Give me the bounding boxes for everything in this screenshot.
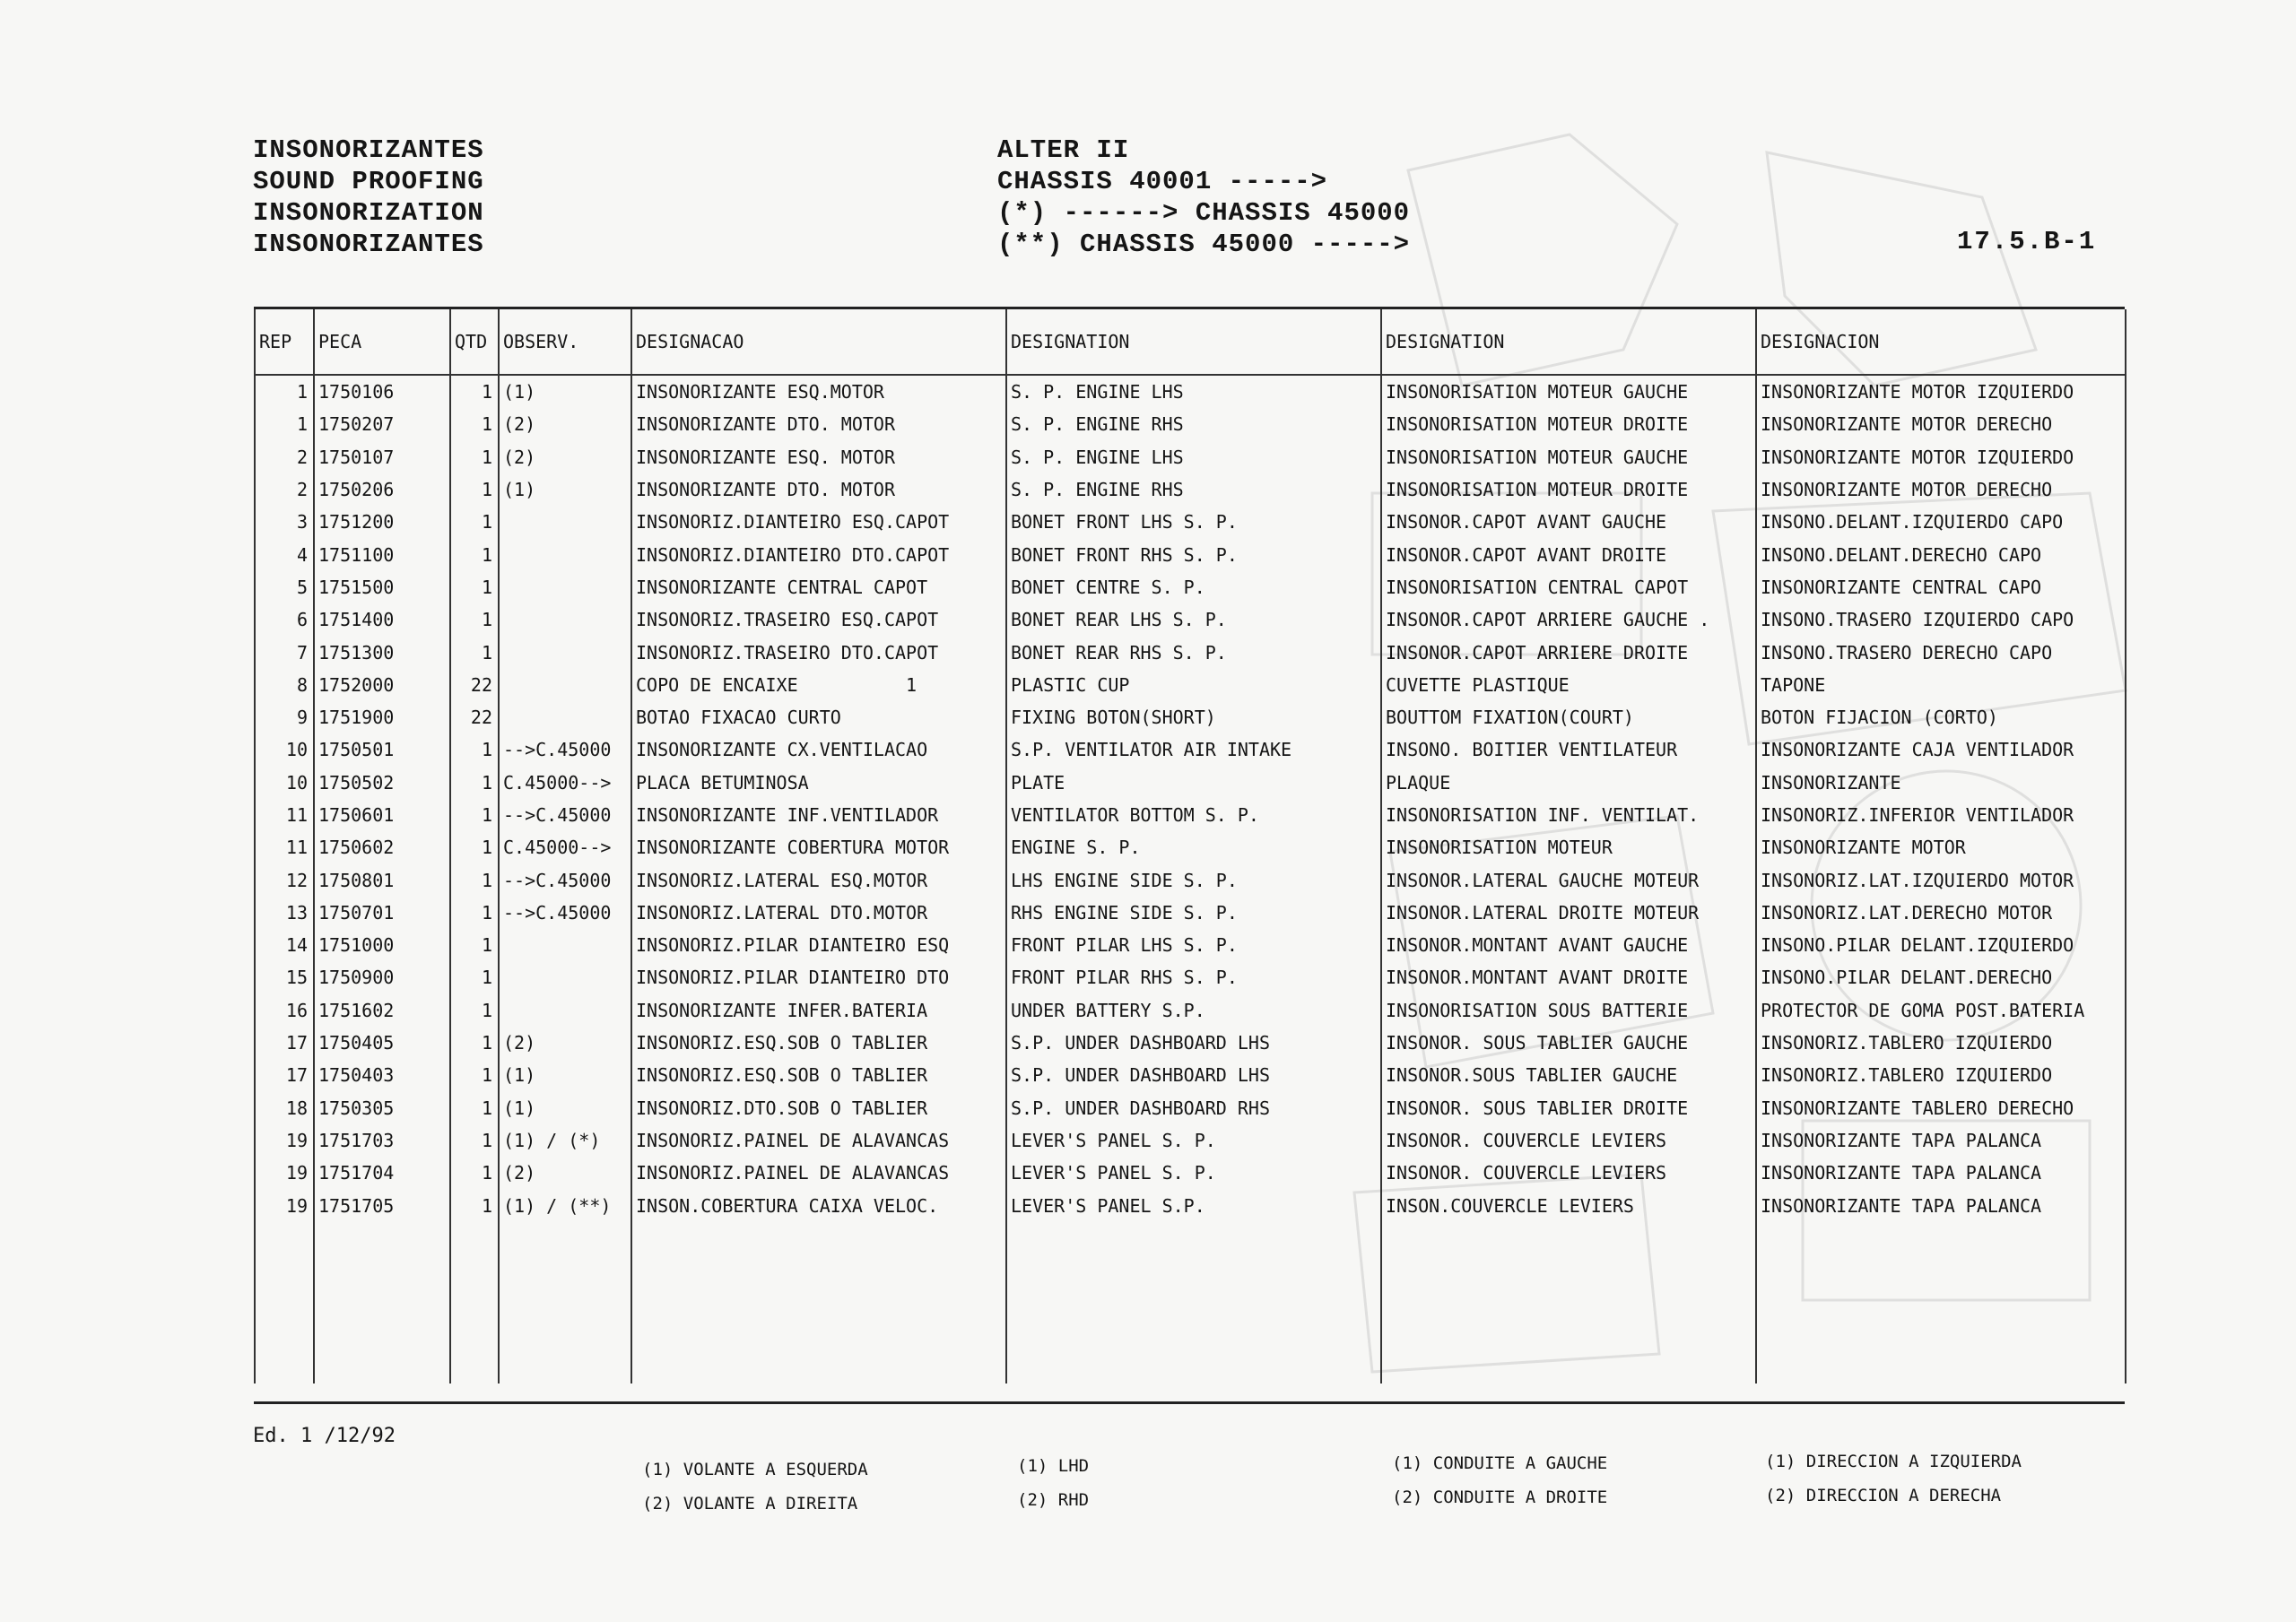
cell-part-number: 1752000: [314, 669, 450, 701]
cell-quantity: 1: [450, 1027, 499, 1059]
cell-rep: 10: [255, 733, 314, 766]
cell-designation-en: BONET REAR RHS S. P.: [1006, 636, 1381, 668]
cell-designation-en: S. P. ENGINE LHS: [1006, 441, 1381, 473]
cell-rep: 5: [255, 571, 314, 603]
col-header-quantity: QTD: [450, 309, 499, 375]
cell-designation-fr: INSONORISATION MOTEUR DROITE: [1381, 408, 1756, 440]
table-row: [255, 733, 2126, 766]
table-row: [255, 408, 2126, 440]
cell-part-number: 1750602: [314, 831, 450, 863]
cell-quantity: 1: [450, 1092, 499, 1124]
cell-part-number: 1750601: [314, 799, 450, 831]
cell-observations: (1): [499, 1092, 631, 1124]
cell-designation-pt: INSONORIZ.TRASEIRO DTO.CAPOT: [631, 636, 1006, 668]
cell-rep: 19: [255, 1189, 314, 1221]
cell-designation-en: LHS ENGINE SIDE S. P.: [1006, 863, 1381, 896]
col-header-designation-fr: DESIGNATION: [1381, 309, 1756, 375]
title-french: INSONORIZATION: [253, 198, 484, 228]
table-row: [255, 506, 2126, 538]
table-row: [255, 994, 2126, 1027]
cell-part-number: 1750207: [314, 408, 450, 440]
cell-observations: [499, 961, 631, 993]
cell-part-number: 1751602: [314, 994, 450, 1027]
cell-quantity: 22: [450, 669, 499, 701]
cell-designation-es: INSONORIZ.LAT.IZQUIERDO MOTOR: [1756, 863, 2126, 896]
cell-part-number: 1750501: [314, 733, 450, 766]
cell-observations: (1) / (*): [499, 1124, 631, 1157]
title-portuguese: INSONORIZANTES: [253, 135, 484, 165]
cell-designation-es: BOTON FIJACION (CORTO): [1756, 701, 2126, 733]
cell-designation-es: INSONORIZANTE CENTRAL CAPO: [1756, 571, 2126, 603]
cell-designation-es: INSONO.PILAR DELANT.DERECHO: [1756, 961, 2126, 993]
cell-designation-en: S.P. UNDER DASHBOARD RHS: [1006, 1092, 1381, 1124]
cell-designation-en: FRONT PILAR RHS S. P.: [1006, 961, 1381, 993]
chassis-range-3: (**) CHASSIS 45000 ----->: [997, 230, 1411, 259]
cell-designation-fr: INSONORISATION MOTEUR DROITE: [1381, 473, 1756, 506]
model-name: ALTER II: [997, 135, 1130, 165]
footnote-1: (1) LHD: [1017, 1456, 1090, 1476]
cell-designation-fr: INSONOR.CAPOT ARRIERE GAUCHE .: [1381, 603, 1756, 636]
table-row: [255, 799, 2126, 831]
cell-observations: [499, 669, 631, 701]
cell-designation-pt: INSONORIZANTE ESQ. MOTOR: [631, 441, 1006, 473]
cell-observations: [499, 994, 631, 1027]
cell-designation-fr: INSONOR.CAPOT AVANT GAUCHE: [1381, 506, 1756, 538]
cell-rep: 2: [255, 441, 314, 473]
cell-designation-fr: INSONOR. COUVERCLE LEVIERS: [1381, 1157, 1756, 1189]
cell-quantity: 1: [450, 375, 499, 408]
cell-designation-fr: INSONOR.SOUS TABLIER GAUCHE: [1381, 1059, 1756, 1091]
cell-part-number: 1751200: [314, 506, 450, 538]
table-row: [255, 636, 2126, 668]
cell-quantity: 1: [450, 603, 499, 636]
cell-designation-pt: INSONORIZANTE CX.VENTILACAO: [631, 733, 1006, 766]
cell-rep: 10: [255, 767, 314, 799]
cell-quantity: 1: [450, 929, 499, 961]
col-header-rep: REP: [255, 309, 314, 375]
cell-designation-pt: INSONORIZANTE INFER.BATERIA: [631, 994, 1006, 1027]
cell-designation-fr: INSONORISATION MOTEUR: [1381, 831, 1756, 863]
table-row: [255, 571, 2126, 603]
cell-designation-pt: INSONORIZ.PILAR DIANTEIRO DTO: [631, 961, 1006, 993]
cell-designation-es: INSONORIZANTE TAPA PALANCA: [1756, 1157, 2126, 1189]
col-header-observations: OBSERV.: [499, 309, 631, 375]
cell-designation-en: S. P. ENGINE RHS: [1006, 473, 1381, 506]
cell-rep: 11: [255, 831, 314, 863]
cell-designation-en: PLATE: [1006, 767, 1381, 799]
cell-observations: -->C.45000: [499, 863, 631, 896]
table-row: [255, 1124, 2126, 1157]
col-header-part-number: PECA: [314, 309, 450, 375]
cell-part-number: 1751705: [314, 1189, 450, 1221]
cell-observations: -->C.45000: [499, 733, 631, 766]
cell-quantity: 1: [450, 961, 499, 993]
cell-designation-pt: INSONORIZANTE INF.VENTILADOR: [631, 799, 1006, 831]
cell-quantity: 1: [450, 571, 499, 603]
cell-rep: 15: [255, 961, 314, 993]
cell-quantity: 1: [450, 473, 499, 506]
cell-rep: 1: [255, 408, 314, 440]
cell-part-number: 1750801: [314, 863, 450, 896]
table-row: [255, 375, 2126, 408]
cell-designation-fr: INSONORISATION CENTRAL CAPOT: [1381, 571, 1756, 603]
cell-designation-fr: INSONOR.CAPOT ARRIERE DROITE: [1381, 636, 1756, 668]
cell-part-number: 1751500: [314, 571, 450, 603]
table-row: [255, 701, 2126, 733]
cell-designation-en: S.P. VENTILATOR AIR INTAKE: [1006, 733, 1381, 766]
cell-designation-fr: INSONOR.LATERAL GAUCHE MOTEUR: [1381, 863, 1756, 896]
empty-cell: [499, 1222, 631, 1383]
footnotes-french: [1392, 1446, 1607, 1514]
empty-cell: [450, 1222, 499, 1383]
table-row: [255, 1059, 2126, 1091]
cell-designation-pt: INSONORIZ.DTO.SOB O TABLIER: [631, 1092, 1006, 1124]
empty-cell: [255, 1222, 314, 1383]
cell-quantity: 1: [450, 767, 499, 799]
parts-table-frame: [254, 307, 2125, 1404]
col-header-designation-es: DESIGNACION: [1756, 309, 2126, 375]
cell-designation-pt: INSONORIZANTE ESQ.MOTOR: [631, 375, 1006, 408]
cell-designation-fr: INSONORISATION MOTEUR GAUCHE: [1381, 441, 1756, 473]
cell-part-number: 1750106: [314, 375, 450, 408]
table-header-row: [255, 309, 2126, 375]
cell-designation-es: INSONORIZ.TABLERO IZQUIERDO: [1756, 1027, 2126, 1059]
table-row: [255, 603, 2126, 636]
cell-designation-es: INSONO.TRASERO IZQUIERDO CAPO: [1756, 603, 2126, 636]
cell-designation-es: PROTECTOR DE GOMA POST.BATERIA: [1756, 994, 2126, 1027]
cell-observations: C.45000-->: [499, 767, 631, 799]
cell-designation-pt: INSONORIZANTE DTO. MOTOR: [631, 473, 1006, 506]
table-row: [255, 1189, 2126, 1221]
cell-observations: (2): [499, 441, 631, 473]
cell-rep: 14: [255, 929, 314, 961]
cell-designation-es: INSONO.TRASERO DERECHO CAPO: [1756, 636, 2126, 668]
cell-observations: [499, 929, 631, 961]
cell-designation-es: INSONORIZ.INFERIOR VENTILADOR: [1756, 799, 2126, 831]
cell-quantity: 1: [450, 441, 499, 473]
cell-rep: 11: [255, 799, 314, 831]
cell-designation-en: BONET CENTRE S. P.: [1006, 571, 1381, 603]
cell-rep: 19: [255, 1157, 314, 1189]
table-row: [255, 1027, 2126, 1059]
cell-designation-pt: INSON.COBERTURA CAIXA VELOC.: [631, 1189, 1006, 1221]
col-header-designation-pt: DESIGNACAO: [631, 309, 1006, 375]
cell-rep: 4: [255, 538, 314, 570]
cell-designation-fr: BOUTTOM FIXATION(COURT): [1381, 701, 1756, 733]
cell-quantity: 1: [450, 1059, 499, 1091]
footnote-2: (2) CONDUITE A DROITE: [1392, 1488, 1608, 1507]
parts-table: [254, 309, 2126, 1383]
cell-designation-fr: CUVETTE PLASTIQUE: [1381, 669, 1756, 701]
title-english: SOUND PROOFING: [253, 167, 484, 196]
cell-designation-en: S.P. UNDER DASHBOARD LHS: [1006, 1059, 1381, 1091]
cell-designation-en: PLASTIC CUP: [1006, 669, 1381, 701]
cell-designation-en: BONET FRONT RHS S. P.: [1006, 538, 1381, 570]
cell-quantity: 1: [450, 733, 499, 766]
cell-designation-pt: INSONORIZ.PILAR DIANTEIRO ESQ: [631, 929, 1006, 961]
cell-observations: [499, 636, 631, 668]
table-row: [255, 897, 2126, 929]
cell-part-number: 1751704: [314, 1157, 450, 1189]
empty-table-space: [255, 1222, 2126, 1383]
cell-designation-pt: INSONORIZ.TRASEIRO ESQ.CAPOT: [631, 603, 1006, 636]
cell-designation-fr: INSONORISATION MOTEUR GAUCHE: [1381, 375, 1756, 408]
cell-designation-pt: INSONORIZ.ESQ.SOB O TABLIER: [631, 1059, 1006, 1091]
cell-rep: 9: [255, 701, 314, 733]
cell-designation-pt: INSONORIZ.LATERAL DTO.MOTOR: [631, 897, 1006, 929]
cell-quantity: 1: [450, 799, 499, 831]
cell-designation-fr: PLAQUE: [1381, 767, 1756, 799]
cell-quantity: 1: [450, 897, 499, 929]
cell-designation-en: ENGINE S. P.: [1006, 831, 1381, 863]
cell-observations: -->C.45000: [499, 799, 631, 831]
cell-observations: C.45000-->: [499, 831, 631, 863]
cell-rep: 8: [255, 669, 314, 701]
cell-designation-en: FRONT PILAR LHS S. P.: [1006, 929, 1381, 961]
footnote-2: (2) VOLANTE A DIREITA: [642, 1494, 858, 1514]
table-row: [255, 863, 2126, 896]
page-reference: 17.5.B-1: [1957, 227, 2097, 256]
cell-quantity: 1: [450, 636, 499, 668]
cell-quantity: 1: [450, 863, 499, 896]
table-row: [255, 1157, 2126, 1189]
cell-observations: [499, 701, 631, 733]
cell-quantity: 1: [450, 831, 499, 863]
cell-designation-pt: INSONORIZ.PAINEL DE ALAVANCAS: [631, 1157, 1006, 1189]
cell-observations: [499, 506, 631, 538]
cell-rep: 17: [255, 1059, 314, 1091]
cell-designation-es: INSONORIZANTE TAPA PALANCA: [1756, 1189, 2126, 1221]
cell-designation-es: INSONORIZANTE MOTOR IZQUIERDO: [1756, 375, 2126, 408]
edition-date: Ed. 1 /12/92: [253, 1425, 396, 1447]
cell-part-number: 1751300: [314, 636, 450, 668]
cell-observations: [499, 603, 631, 636]
cell-quantity: 1: [450, 1157, 499, 1189]
cell-rep: 6: [255, 603, 314, 636]
cell-designation-es: INSONORIZANTE TABLERO DERECHO: [1756, 1092, 2126, 1124]
cell-quantity: 1: [450, 538, 499, 570]
footnote-1: (1) DIRECCION A IZQUIERDA: [1765, 1452, 2022, 1471]
cell-designation-es: INSONO.DELANT.DERECHO CAPO: [1756, 538, 2126, 570]
cell-designation-es: INSONORIZANTE MOTOR IZQUIERDO: [1756, 441, 2126, 473]
cell-observations: (2): [499, 1157, 631, 1189]
empty-cell: [314, 1222, 450, 1383]
cell-designation-es: INSONORIZANTE MOTOR: [1756, 831, 2126, 863]
cell-quantity: 1: [450, 994, 499, 1027]
title-spanish: INSONORIZANTES: [253, 230, 484, 259]
table-row: [255, 831, 2126, 863]
chassis-range-2: (*) ------> CHASSIS 45000: [997, 198, 1411, 228]
cell-designation-en: S.P. UNDER DASHBOARD LHS: [1006, 1027, 1381, 1059]
table-row: [255, 669, 2126, 701]
cell-quantity: 22: [450, 701, 499, 733]
cell-designation-en: LEVER'S PANEL S. P.: [1006, 1124, 1381, 1157]
cell-designation-fr: INSONOR.CAPOT AVANT DROITE: [1381, 538, 1756, 570]
footnotes-spanish: [1765, 1444, 2022, 1513]
cell-part-number: 1751703: [314, 1124, 450, 1157]
cell-designation-en: BONET REAR LHS S. P.: [1006, 603, 1381, 636]
cell-designation-pt: INSONORIZANTE DTO. MOTOR: [631, 408, 1006, 440]
cell-designation-es: INSONORIZANTE MOTOR DERECHO: [1756, 473, 2126, 506]
cell-observations: (1): [499, 375, 631, 408]
footnotes-portuguese: [642, 1453, 868, 1521]
cell-designation-es: INSONORIZANTE: [1756, 767, 2126, 799]
cell-designation-fr: INSONO. BOITIER VENTILATEUR: [1381, 733, 1756, 766]
cell-designation-fr: INSONORISATION SOUS BATTERIE: [1381, 994, 1756, 1027]
chassis-range-1: CHASSIS 40001 ----->: [997, 167, 1328, 196]
footnote-2: (2) RHD: [1017, 1490, 1090, 1510]
cell-designation-en: BONET FRONT LHS S. P.: [1006, 506, 1381, 538]
cell-quantity: 1: [450, 1124, 499, 1157]
cell-designation-es: INSONO.PILAR DELANT.IZQUIERDO: [1756, 929, 2126, 961]
cell-quantity: 1: [450, 506, 499, 538]
cell-designation-es: INSONORIZ.LAT.DERECHO MOTOR: [1756, 897, 2126, 929]
cell-observations: (1): [499, 1059, 631, 1091]
footnote-2: (2) DIRECCION A DERECHA: [1765, 1486, 2002, 1505]
table-row: [255, 538, 2126, 570]
cell-designation-pt: INSONORIZ.PAINEL DE ALAVANCAS: [631, 1124, 1006, 1157]
cell-rep: 7: [255, 636, 314, 668]
cell-part-number: 1750502: [314, 767, 450, 799]
cell-rep: 13: [255, 897, 314, 929]
cell-part-number: 1750900: [314, 961, 450, 993]
cell-part-number: 1751400: [314, 603, 450, 636]
cell-rep: 17: [255, 1027, 314, 1059]
cell-rep: 3: [255, 506, 314, 538]
cell-quantity: 1: [450, 408, 499, 440]
cell-designation-pt: INSONORIZANTE COBERTURA MOTOR: [631, 831, 1006, 863]
cell-designation-pt: BOTAO FIXACAO CURTO: [631, 701, 1006, 733]
cell-designation-pt: INSONORIZANTE CENTRAL CAPOT: [631, 571, 1006, 603]
cell-designation-fr: INSONOR.MONTANT AVANT DROITE: [1381, 961, 1756, 993]
cell-designation-en: FIXING BOTON(SHORT): [1006, 701, 1381, 733]
cell-designation-en: UNDER BATTERY S.P.: [1006, 994, 1381, 1027]
cell-designation-pt: INSONORIZ.DIANTEIRO DTO.CAPOT: [631, 538, 1006, 570]
cell-designation-fr: INSONOR. SOUS TABLIER DROITE: [1381, 1092, 1756, 1124]
cell-observations: (1) / (**): [499, 1189, 631, 1221]
empty-cell: [1381, 1222, 1756, 1383]
cell-designation-en: S. P. ENGINE RHS: [1006, 408, 1381, 440]
cell-rep: 2: [255, 473, 314, 506]
cell-rep: 12: [255, 863, 314, 896]
cell-observations: -->C.45000: [499, 897, 631, 929]
cell-designation-es: INSONO.DELANT.IZQUIERDO CAPO: [1756, 506, 2126, 538]
cell-designation-pt: INSONORIZ.DIANTEIRO ESQ.CAPOT: [631, 506, 1006, 538]
cell-observations: (2): [499, 408, 631, 440]
cell-rep: 19: [255, 1124, 314, 1157]
cell-part-number: 1750107: [314, 441, 450, 473]
cell-designation-pt: PLACA BETUMINOSA: [631, 767, 1006, 799]
cell-rep: 1: [255, 375, 314, 408]
cell-observations: [499, 538, 631, 570]
cell-observations: (2): [499, 1027, 631, 1059]
parts-table-body: [255, 375, 2126, 1383]
cell-designation-fr: INSON.COUVERCLE LEVIERS: [1381, 1189, 1756, 1221]
model-applicability: [997, 134, 1410, 260]
table-row: [255, 767, 2126, 799]
cell-designation-es: INSONORIZANTE MOTOR DERECHO: [1756, 408, 2126, 440]
table-row: [255, 441, 2126, 473]
cell-designation-en: VENTILATOR BOTTOM S. P.: [1006, 799, 1381, 831]
cell-part-number: 1751000: [314, 929, 450, 961]
footnote-1: (1) VOLANTE A ESQUERDA: [642, 1460, 868, 1479]
cell-part-number: 1750405: [314, 1027, 450, 1059]
cell-observations: [499, 571, 631, 603]
cell-rep: 16: [255, 994, 314, 1027]
cell-designation-fr: INSONOR. COUVERCLE LEVIERS: [1381, 1124, 1756, 1157]
cell-designation-es: TAPONE: [1756, 669, 2126, 701]
cell-designation-en: S. P. ENGINE LHS: [1006, 375, 1381, 408]
cell-designation-es: INSONORIZANTE TAPA PALANCA: [1756, 1124, 2126, 1157]
cell-rep: 18: [255, 1092, 314, 1124]
footnote-1: (1) CONDUITE A GAUCHE: [1392, 1453, 1608, 1473]
cell-quantity: 1: [450, 1189, 499, 1221]
empty-cell: [1006, 1222, 1381, 1383]
footnotes-english: [1017, 1449, 1089, 1517]
cell-designation-es: INSONORIZ.TABLERO IZQUIERDO: [1756, 1059, 2126, 1091]
cell-designation-fr: INSONOR. SOUS TABLIER GAUCHE: [1381, 1027, 1756, 1059]
cell-designation-pt: INSONORIZ.ESQ.SOB O TABLIER: [631, 1027, 1006, 1059]
cell-part-number: 1750701: [314, 897, 450, 929]
cell-part-number: 1750305: [314, 1092, 450, 1124]
cell-designation-fr: INSONOR.LATERAL DROITE MOTEUR: [1381, 897, 1756, 929]
cell-designation-pt: COPO DE ENCAIXE 1: [631, 669, 1006, 701]
table-row: [255, 929, 2126, 961]
cell-designation-en: LEVER'S PANEL S. P.: [1006, 1157, 1381, 1189]
table-row: [255, 1092, 2126, 1124]
empty-cell: [1756, 1222, 2126, 1383]
section-titles: [253, 134, 484, 260]
cell-designation-fr: INSONOR.MONTANT AVANT GAUCHE: [1381, 929, 1756, 961]
table-row: [255, 961, 2126, 993]
cell-part-number: 1750206: [314, 473, 450, 506]
cell-observations: (1): [499, 473, 631, 506]
cell-part-number: 1751900: [314, 701, 450, 733]
empty-cell: [631, 1222, 1006, 1383]
cell-designation-en: LEVER'S PANEL S.P.: [1006, 1189, 1381, 1221]
col-header-designation-en: DESIGNATION: [1006, 309, 1381, 375]
cell-designation-pt: INSONORIZ.LATERAL ESQ.MOTOR: [631, 863, 1006, 896]
cell-designation-en: RHS ENGINE SIDE S. P.: [1006, 897, 1381, 929]
cell-part-number: 1751100: [314, 538, 450, 570]
table-row: [255, 473, 2126, 506]
cell-designation-es: INSONORIZANTE CAJA VENTILADOR: [1756, 733, 2126, 766]
cell-designation-fr: INSONORISATION INF. VENTILAT.: [1381, 799, 1756, 831]
cell-part-number: 1750403: [314, 1059, 450, 1091]
